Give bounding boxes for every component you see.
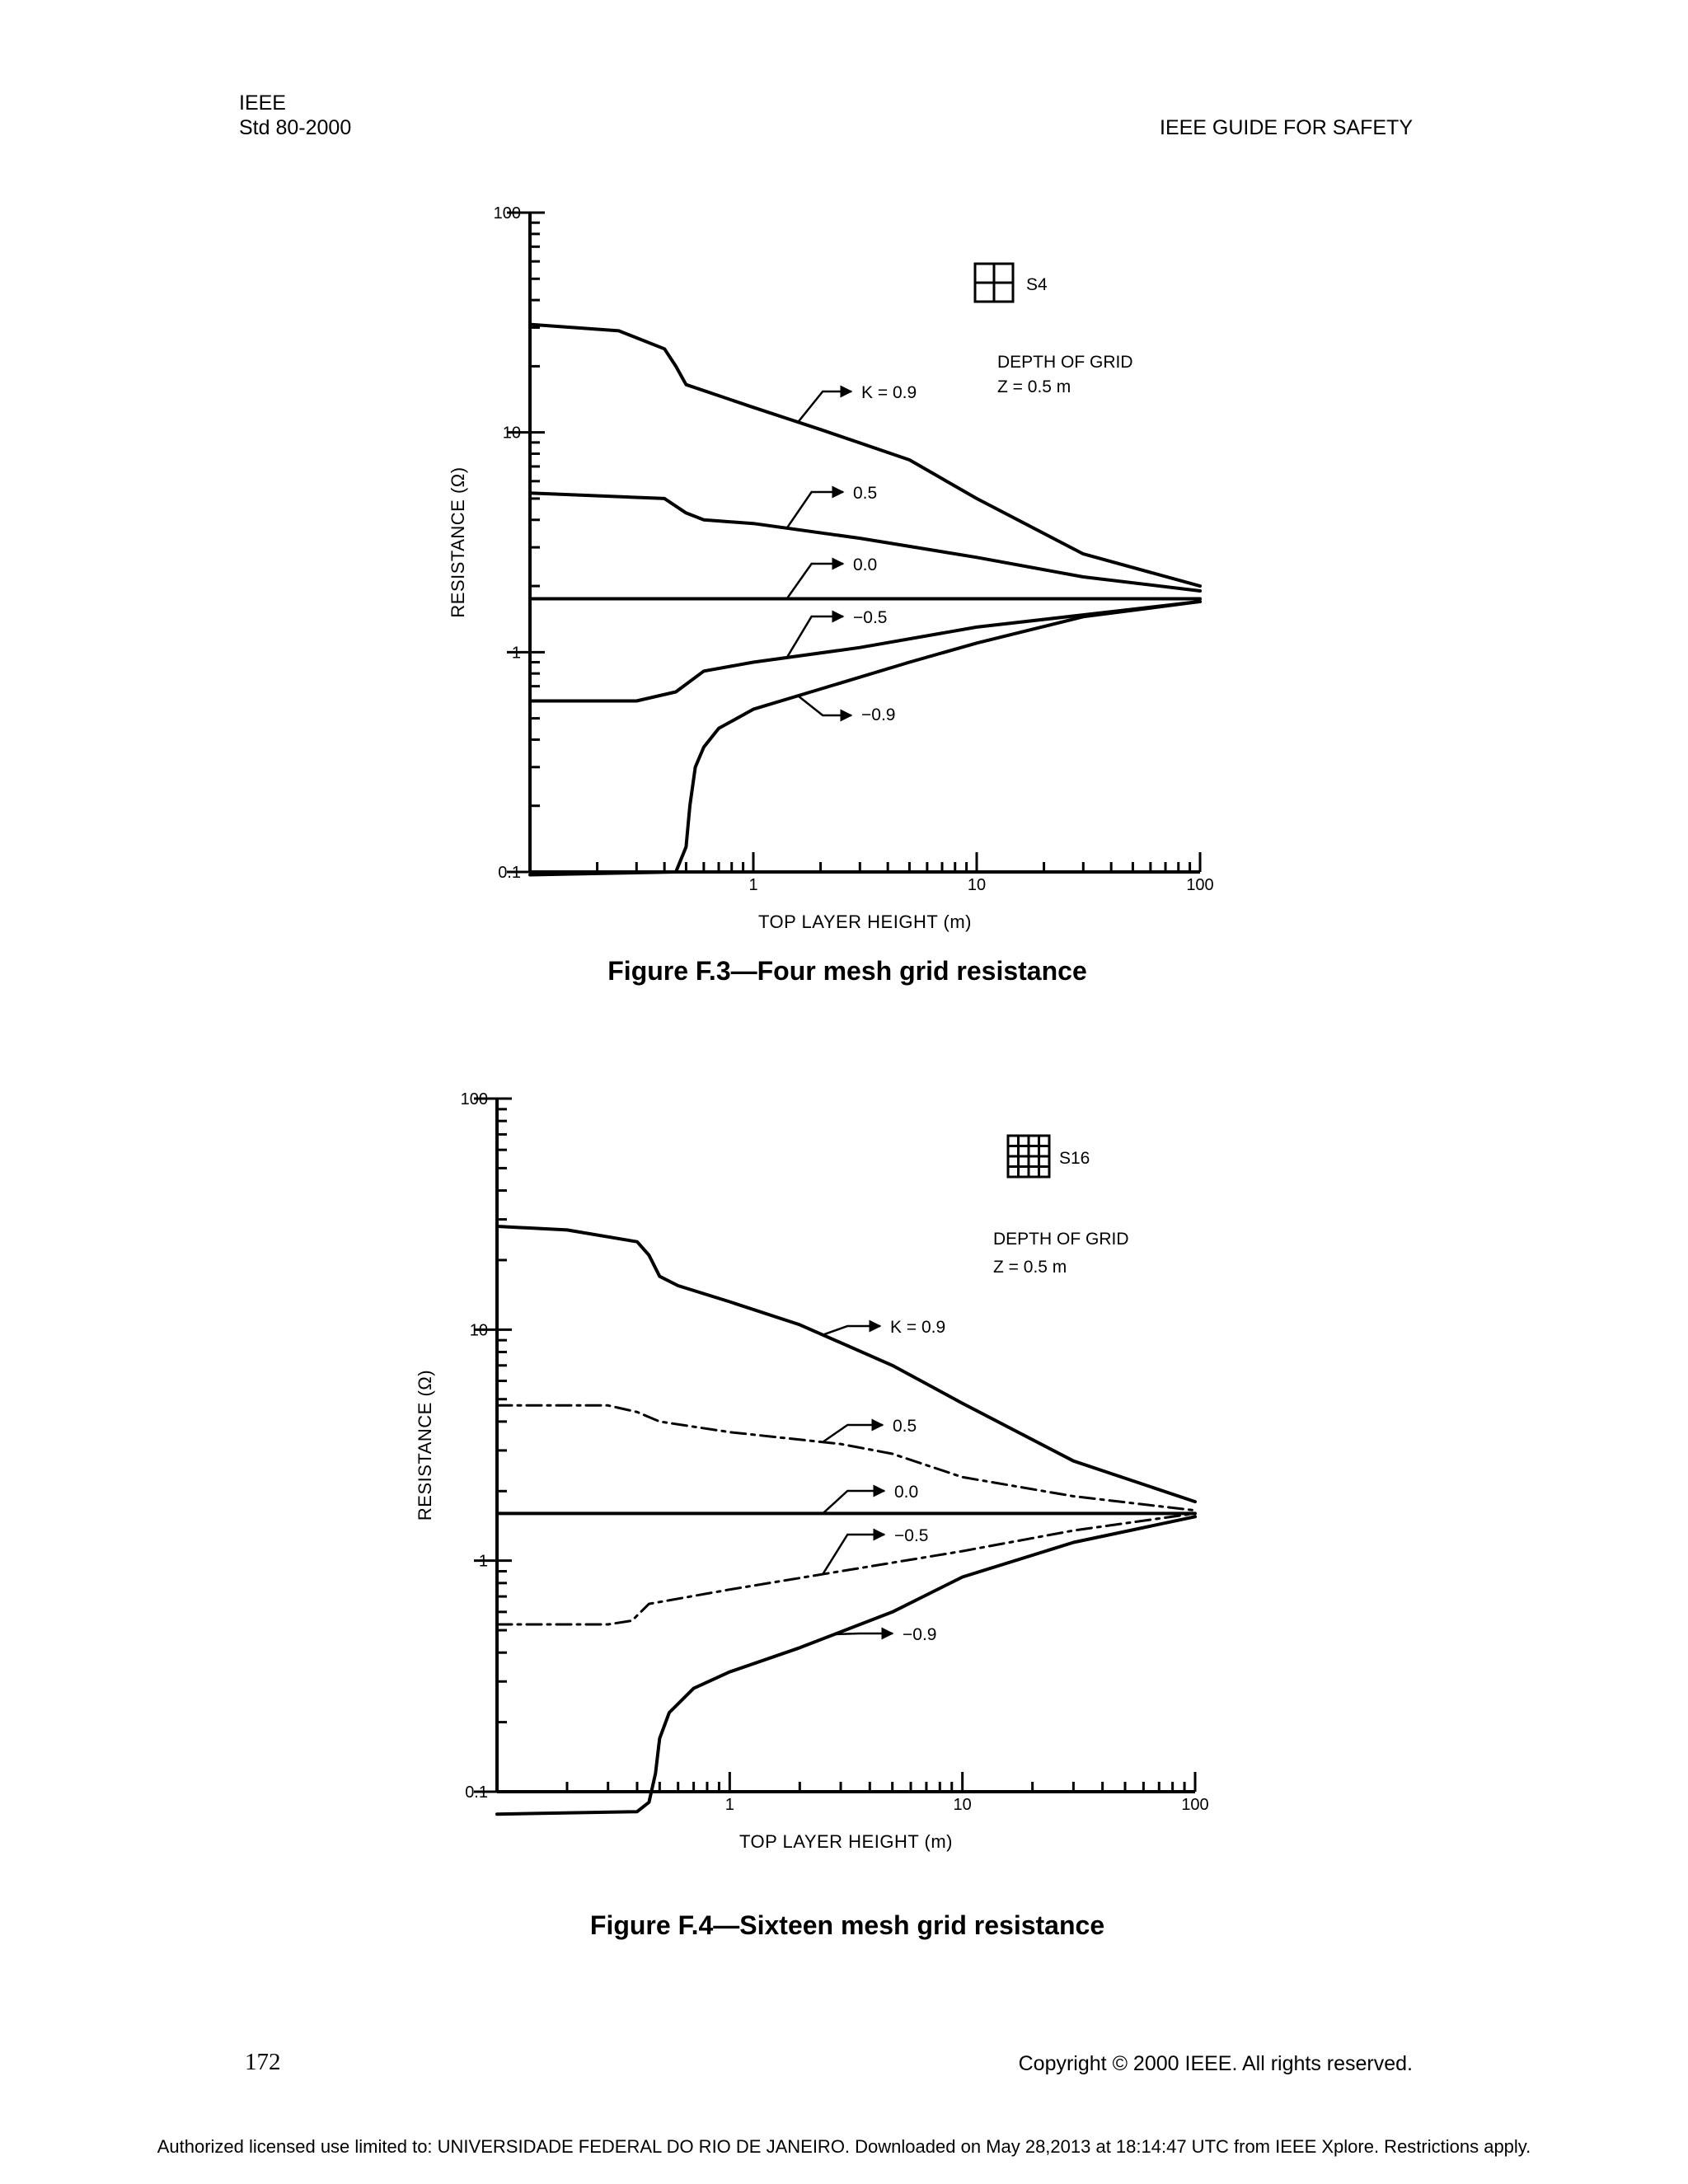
depth-annotation: Z = 0.5 m — [993, 1258, 1067, 1277]
series-label: −0.5 — [853, 608, 888, 627]
series-callout-arrow — [823, 1326, 880, 1335]
sixteen-mesh-grid-icon — [1008, 1136, 1049, 1177]
series-callout-arrow — [787, 564, 843, 599]
series-label: −0.9 — [861, 705, 896, 724]
series-line — [497, 1513, 1195, 1624]
page-number: 172 — [245, 2049, 281, 2075]
series-line — [497, 1226, 1195, 1502]
series-callout-arrow — [823, 1491, 884, 1513]
chart-3-plot — [448, 204, 1214, 932]
series-callout-arrow — [834, 1633, 893, 1634]
y-tick-label: 100 — [460, 1090, 488, 1108]
x-tick-label: 100 — [1186, 876, 1214, 894]
x-tick-label: 10 — [953, 1796, 972, 1814]
figure-f4-chart — [0, 1080, 1688, 1871]
series-callout-arrow — [823, 1425, 883, 1442]
series-callout-arrow — [787, 492, 843, 528]
chart-4-plot — [415, 1090, 1209, 1852]
depth-annotation: Z = 0.5 m — [997, 377, 1071, 396]
depth-annotation: DEPTH OF GRID — [997, 353, 1133, 372]
series-line — [497, 1516, 1195, 1814]
y-axis-title: RESISTANCE (Ω) — [415, 1369, 435, 1521]
running-header-left — [239, 91, 351, 140]
y-axis-title: RESISTANCE (Ω) — [448, 466, 468, 618]
depth-annotation: DEPTH OF GRID — [993, 1230, 1129, 1249]
header-org: IEEE — [239, 91, 286, 115]
copyright-notice: Copyright © 2000 IEEE. All rights reserved. — [1018, 2052, 1413, 2075]
series-label: 0.0 — [853, 555, 878, 574]
y-tick-label: 10 — [502, 424, 521, 443]
figure-f4-caption: Figure F.4—Sixteen mesh grid resistance — [589, 1910, 1105, 1940]
header-std: Std 80-2000 — [239, 116, 352, 139]
series-label: −0.5 — [894, 1526, 929, 1545]
figure-f3-caption: Figure F.3—Four mesh grid resistance — [607, 956, 1087, 986]
figure-f3-chart — [0, 190, 1688, 931]
y-tick-label: 0.1 — [498, 864, 521, 882]
x-tick-label: 1 — [748, 876, 758, 894]
x-tick-label: 10 — [967, 876, 987, 894]
x-tick-label: 100 — [1181, 1796, 1209, 1814]
series-line — [497, 1405, 1195, 1510]
series-label: K = 0.9 — [890, 1318, 946, 1337]
series-label: −0.9 — [903, 1625, 937, 1644]
series-line — [530, 493, 1200, 591]
y-tick-label: 0.1 — [465, 1783, 488, 1802]
grid-type-label: S16 — [1059, 1149, 1090, 1168]
y-tick-label: 10 — [469, 1321, 488, 1340]
x-tick-label: 1 — [724, 1796, 734, 1814]
series-line — [530, 602, 1200, 875]
four-mesh-grid-icon — [975, 264, 1013, 302]
series-label: 0.5 — [893, 1417, 917, 1436]
y-tick-label: 100 — [493, 204, 521, 223]
series-label: 0.5 — [853, 484, 878, 503]
authorization-notice: Authorized licensed use limited to: UNIVERSIDADE FEDERAL DO RIO DE JANEIRO. Downloaded on May 28,2013 at 18:14:47 UTC from IEEE Xplore. Restrictions apply. — [157, 2136, 1531, 2157]
grid-type-label: S4 — [1026, 275, 1048, 294]
x-axis-title: TOP LAYER HEIGHT (m) — [758, 912, 972, 932]
header-title: IEEE GUIDE FOR SAFETY — [1160, 116, 1413, 139]
series-label: 0.0 — [894, 1483, 919, 1502]
x-axis-title: TOP LAYER HEIGHT (m) — [739, 1831, 953, 1852]
series-label: K = 0.9 — [861, 383, 917, 402]
y-tick-label: 1 — [511, 644, 521, 663]
y-tick-label: 1 — [478, 1552, 488, 1571]
series-callout-arrow — [798, 696, 851, 715]
series-callout-arrow — [798, 391, 851, 422]
